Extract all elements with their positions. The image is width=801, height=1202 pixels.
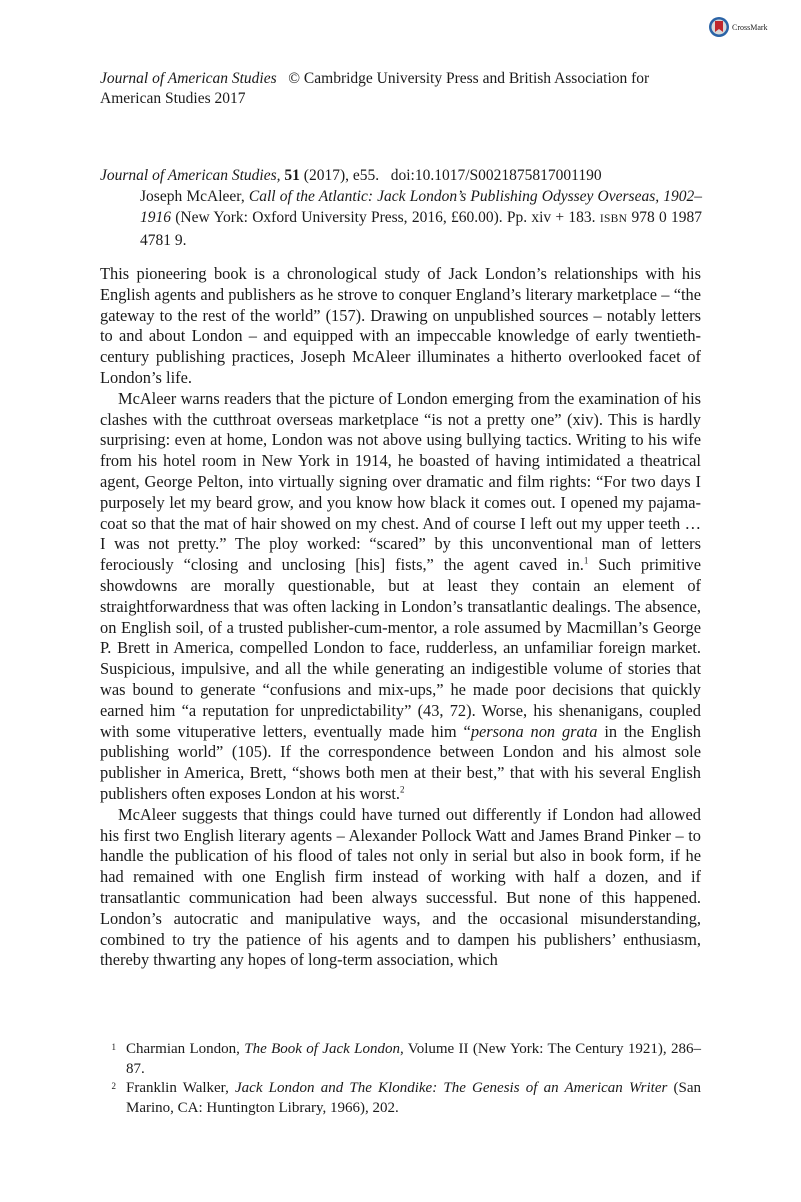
footnote xyxy=(100,1040,701,1079)
review-citation xyxy=(100,165,702,251)
book-publication: (New York: Oxford University Press, 2016, £60.00). Pp. xiv + 183. xyxy=(175,209,596,226)
crossmark-label: CrossMark xyxy=(732,22,768,32)
header-journal-name: Journal of American Studies xyxy=(100,70,277,87)
footnote xyxy=(100,1079,701,1118)
citation-journal-line xyxy=(100,165,702,186)
footnote-number: 1 xyxy=(111,1042,116,1052)
reviewed-book xyxy=(140,186,702,251)
citation-doi[interactable]: doi:10.1017/S0021875817001190 xyxy=(390,167,602,184)
paragraph-2-part-a: McAleer warns readers that the picture of London emerging from the examination of his clashes with the cutthroat overseas marketplace “is not a pretty one” (xiv). This is hardly surprising: even at home, London was not above using bullying tactics. Writing to his wife from his hotel room in New York in 1914, he boasted of having intimidated a theatrical agent, George Pelton, into virtually signing over dramatic and film rights: “For two days I purposely let my beard grow, and you know how black it comes out. I opened my pajama-coat so that the mat of hair showed on my chest. And of course I left out my upper teeth … I was not pretty.” The ploy worked: “scared” by this unconventional man of letters ferociously “closing and unclosing [his] fists,” the agent caved in. xyxy=(100,388,701,575)
footnote-text-title: Jack London and The Klondike: The Genesis of an American Writer xyxy=(235,1080,668,1096)
footnote-ref-2[interactable]: 2 xyxy=(400,784,405,795)
paragraph-2 xyxy=(100,389,701,805)
paragraph-3: McAleer suggests that things could have turned out differently if London had allowed his first two English literary agents – Alexander Pollock Watt and James Brand Pinker – to handle the publication of his flood of tales not only in serial but also in book form, if he had remained with one English firm instead of working with half a dozen, and if transatlantic communication had been always successful. But none of this happened. London’s autocratic and manipulative ways, and the occasional misunderstanding, combined to try the patience of his agents and to dampen his publishers’ enthusiasm, thereby thwarting any hopes of long-term association, which xyxy=(100,804,701,970)
footnote-text-post: , Volume II (New York: The Century 1921), 286–87. xyxy=(126,1041,701,1077)
footnote-ref-1[interactable]: 1 xyxy=(583,555,589,566)
footnote-text-pre: Charmian London, xyxy=(126,1041,245,1057)
paragraph-2-italic: persona non grata xyxy=(470,721,598,741)
citation-year-page: (2017), e55. xyxy=(303,167,380,184)
crossmark-badge[interactable] xyxy=(708,16,768,38)
paragraph-2-part-b: Such primitive showdowns are morally questionable, but at least they contain an element of straightforwardness that was often lacking in London’s transatlantic dealings. The absence, on English soil, of a trusted publisher-cum-mentor, a role assumed by Macmillan’s George P. Brett in America, compelled London to face, rudderless, an unfamiliar foreign market. Suspicious, impulsive, and all the while generating an indigestible volume of stories that was bound to generate “confusions and mix-ups,” he made poor decisions that quickly earned him “a reputation for unpredictability” (43, 72). Worse, his shenanigans, coupled with some vituperative letters, eventually made him “ xyxy=(100,555,701,741)
isbn-label: ISBN xyxy=(599,213,628,225)
article-body xyxy=(100,264,701,971)
citation-volume: 51 xyxy=(284,167,300,184)
crossmark-icon xyxy=(708,16,730,38)
footnote-text xyxy=(126,1079,701,1118)
footnote-text-post: (San Marino, CA: Huntington Library, 1966), 202. xyxy=(126,1080,701,1116)
book-author: Joseph McAleer, xyxy=(140,188,245,205)
footnote-text-title: The Book of Jack London xyxy=(244,1041,400,1057)
footnote-number: 2 xyxy=(111,1081,116,1091)
journal-header xyxy=(100,69,700,109)
footnotes xyxy=(100,1040,701,1118)
paragraph-1: This pioneering book is a chronological study of Jack London’s relationships with his English agents and publishers as he strove to conquer England’s literary marketplace – “the gateway to the rest of the world” (157). Drawing on unpublished sources – notably letters to and about London – and equipped with an impeccable knowledge of early twentieth-century publishing practices, Joseph McAleer illuminates a hitherto overlooked facet of London’s life. xyxy=(100,264,701,387)
citation-journal-name: Journal of American Studies, xyxy=(100,167,281,184)
isbn-number: 978 0 1987 4781 9. xyxy=(140,209,703,249)
header-copyright: © Cambridge University Press and British Association for American Studies 2017 xyxy=(100,70,650,107)
book-title: Call of the Atlantic: Jack London’s Publishing Odyssey Overseas, 1902–1916 xyxy=(140,188,703,226)
footnote-text-pre: Franklin Walker, xyxy=(126,1080,236,1096)
footnote-text xyxy=(126,1040,701,1079)
paragraph-2-part-c: in the English publishing world” (105). If the correspondence between London and his almost sole publisher in America, Brett, “shows both men at their best,” that with his several English publishers often exposes London at his worst. xyxy=(100,721,701,803)
